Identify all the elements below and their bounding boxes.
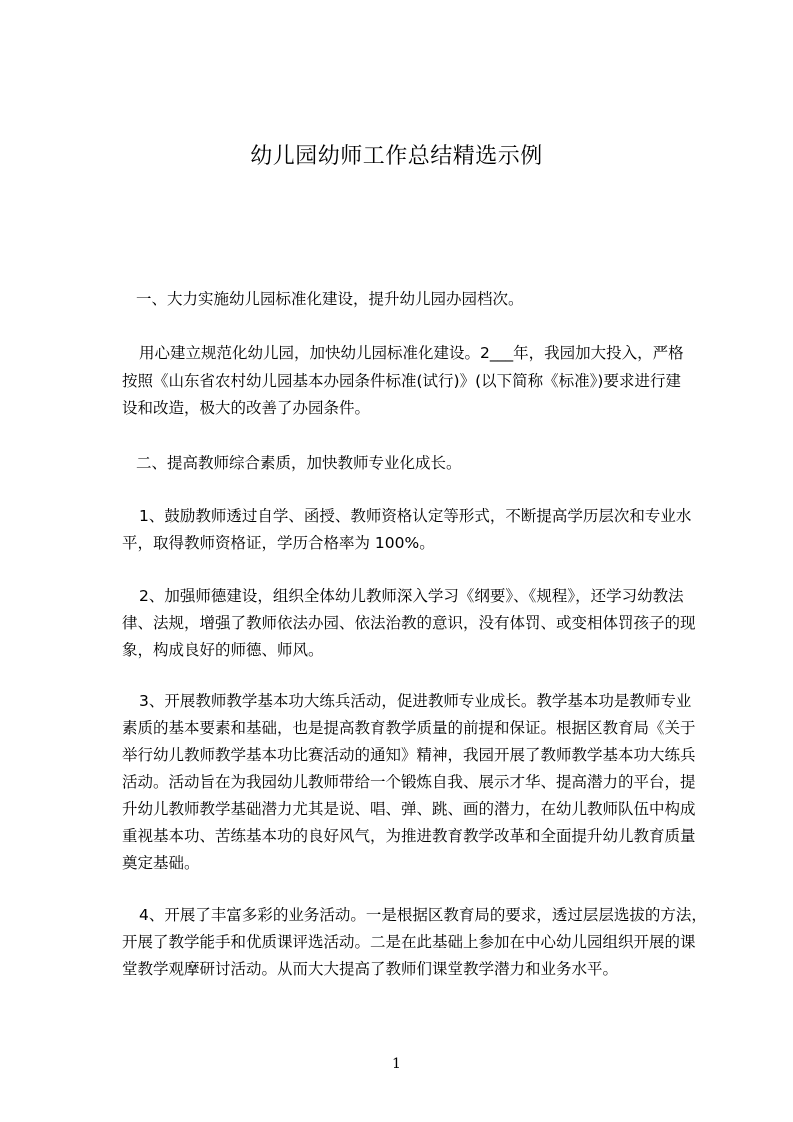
section-heading-2: 二、提高教师综合素质，加快教师专业化成长。 [136,454,462,472]
page-number: 1 [392,1056,401,1072]
item-4-line-3: 堂教学观摩研讨活动。从而大大提高了教师们课堂教学潜力和业务水平。 [122,960,619,978]
paragraph-1-line-3: 设和改造，极大的改善了办园条件。 [122,399,371,417]
section-heading-1: 一、大力实施幼儿园标准化建设，提升幼儿园办园档次。 [136,290,524,308]
document-title: 幼儿园幼师工作总结精选示例 [250,144,543,169]
item-1-line-1: 1、鼓励教师透过自学、函授、教师资格认定等形式，不断提高学历层次和专业水 [139,507,692,525]
paragraph-1-line-2: 按照《山东省农村幼儿园基本办园条件标准(试行)》(以下简称《标准》)要求进行建 [122,372,681,390]
item-2-line-3: 象，构成良好的师德、师风。 [122,641,324,659]
item-2-line-2: 律、法规，增强了教师依法办园、依法治教的意识，没有体罚、或变相体罚孩子的现 [122,614,696,632]
item-3-line-3: 举行幼儿教师教学基本功比赛活动的通知》精神，我园开展了教师教学基本功大练兵 [122,746,696,764]
item-2-line-1: 2、加强师德建设，组织全体幼儿教师深入学习《纲要》、《规程》，还学习幼教法 [139,587,684,605]
item-3-line-6: 重视基本功、苦练基本功的良好风气，为推进教育教学改革和全面提升幼儿教育质量 [122,827,696,845]
item-1-line-2: 平，取得教师资格证，学历合格率为 100%。 [122,534,435,552]
item-3-line-1: 3、开展教师教学基本功大练兵活动，促进教师专业成长。教学基本功是教师专业 [139,692,692,710]
paragraph-1-line-1: 用心建立规范化幼儿园，加快幼儿园标准化建设。2___年，我园加大投入，严格 [139,344,684,362]
item-3-line-7: 奠定基础。 [122,854,200,872]
item-3-line-4: 活动。活动旨在为我园幼儿教师带给一个锻炼自我、展示才华、提高潜力的平台，提 [122,773,696,791]
item-3-line-5: 升幼儿教师教学基础潜力尤其是说、唱、弹、跳、画的潜力，在幼儿教师队伍中构成 [122,800,696,818]
item-3-line-2: 素质的基本要素和基础，也是提高教育教学质量的前提和保证。根据区教育局《关于 [122,719,696,737]
item-4-line-2: 开展了教学能手和优质课评选活动。二是在此基础上参加在中心幼儿园组织开展的课 [122,933,696,951]
item-4-line-1: 4、开展了丰富多彩的业务活动。一是根据区教育局的要求，透过层层选拔的方法， [139,906,707,924]
